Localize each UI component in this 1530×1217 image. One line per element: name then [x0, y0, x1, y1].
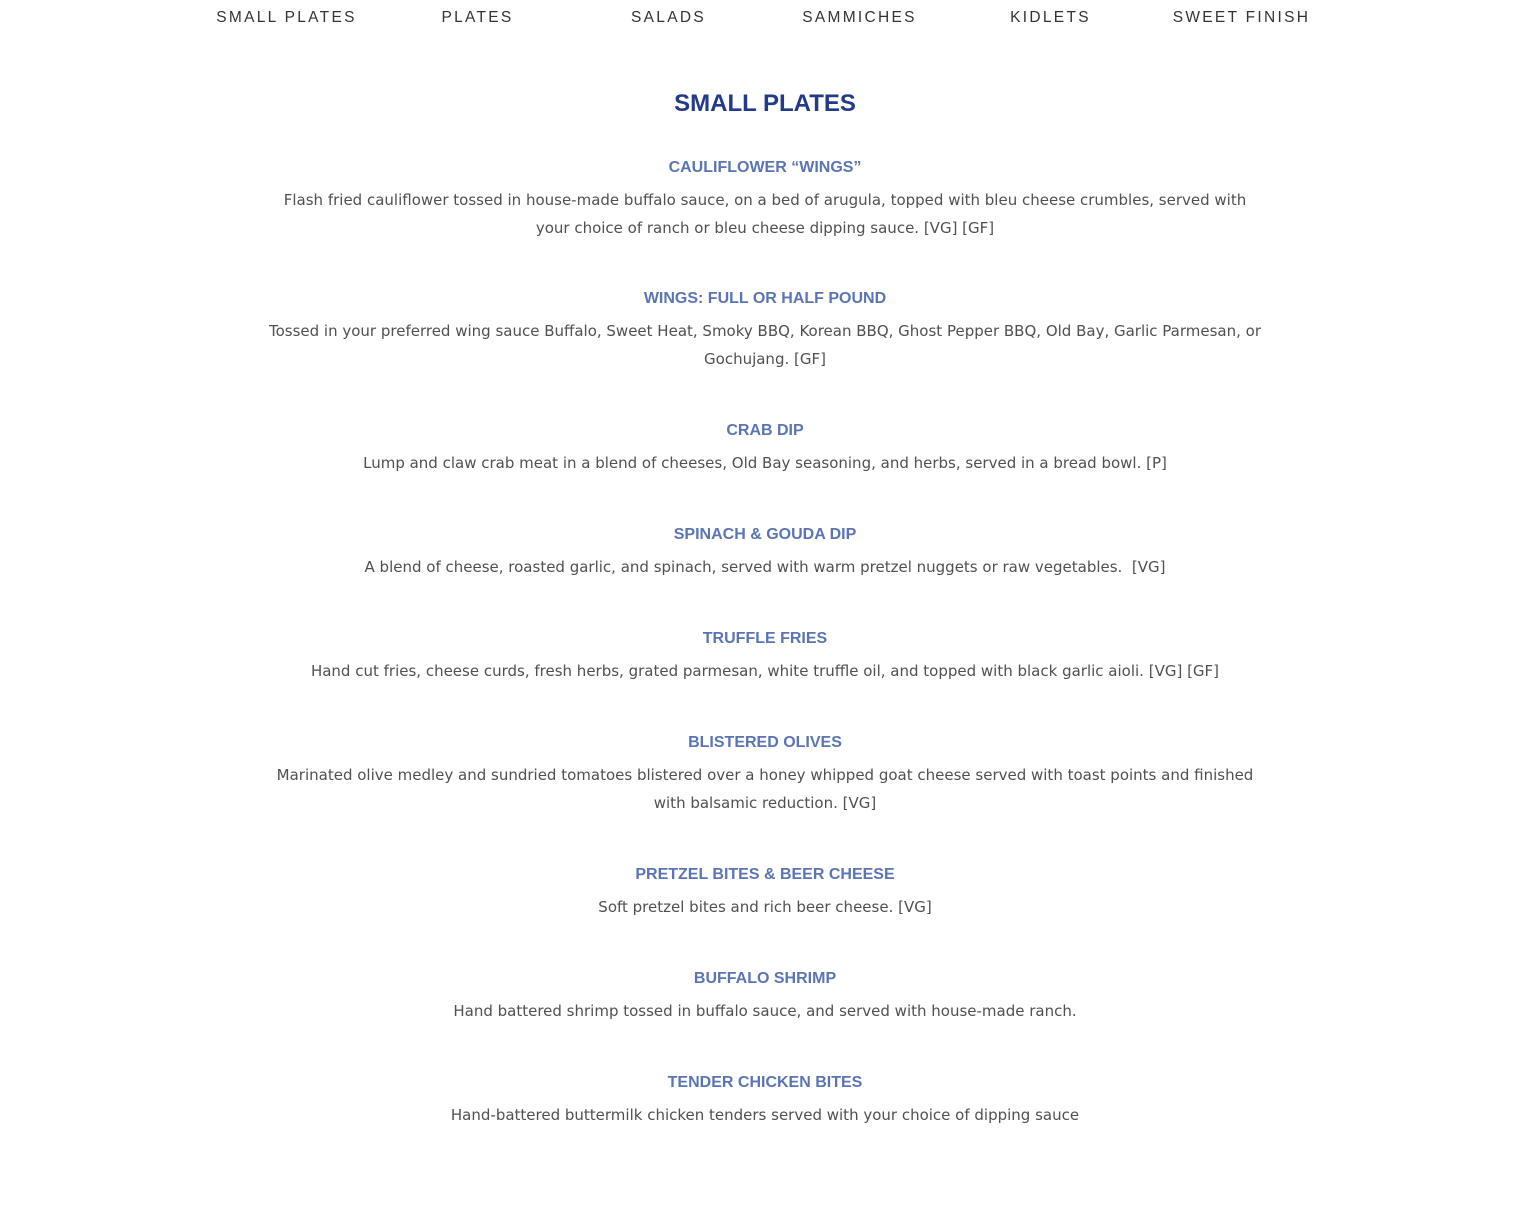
menu-item-description: Tossed in your preferred wing sauce Buffalo, Sweet Heat, Smoky BBQ, Korean BBQ, Ghost Pepper BBQ, Old Bay, Garlic Parmesan, or Gochujang. [GF] — [268, 322, 1262, 368]
menu-item-description: A blend of cheese, roasted garlic, and spinach, served with warm pretzel nuggets or raw vegetables. [VG] — [364, 558, 1166, 576]
menu-item-name: BUFFALO SHRIMP — [693, 970, 837, 987]
menu-item — [255, 421, 1275, 478]
menu-item-name: WINGS: FULL OR HALF POUND — [643, 290, 887, 307]
menu-item-description: Soft pretzel bites and rich beer cheese. [VG] — [598, 898, 932, 916]
menu-item-description: Hand cut fries, cheese curds, fresh herbs, grated parmesan, white truffle oil, and topped with black garlic aioli. [VG] [GF] — [310, 662, 1220, 680]
menu-item-name: CRAB DIP — [726, 422, 804, 439]
menu-item — [255, 733, 1275, 817]
menu-item-description: Flash fried cauliflower tossed in house-made buffalo sauce, on a bed of arugula, topped with bleu cheese crumbles, served with your choice of ranch or bleu cheese dipping sauce. [VG] [GF] — [283, 191, 1247, 237]
menu-item-name: TENDER CHICKEN BITES — [667, 1074, 863, 1091]
menu-item-name: TRUFFLE FRIES — [702, 630, 828, 647]
menu-item — [255, 158, 1275, 242]
menu-item-description: Lump and claw crab meat in a blend of cheeses, Old Bay seasoning, and herbs, served in a bread bowl. [P] — [363, 454, 1167, 472]
menu-item-description: Marinated olive medley and sundried tomatoes blistered over a honey whipped goat cheese served with toast points and finished with balsamic reduction. [VG] — [276, 766, 1254, 812]
category-nav — [0, 0, 1530, 40]
menu-item — [255, 525, 1275, 582]
menu-item — [255, 1073, 1275, 1130]
menu-item-name: BLISTERED OLIVES — [688, 734, 842, 751]
menu-item-description: Hand-battered buttermilk chicken tenders served with your choice of dipping sauce — [450, 1106, 1080, 1124]
nav-item-sweet-finish[interactable]: SWEET FINISH — [1172, 9, 1311, 26]
nav-item-small-plates[interactable]: SMALL PLATES — [216, 9, 357, 26]
menu-item-name: SPINACH & GOUDA DIP — [673, 526, 857, 543]
menu-item — [255, 865, 1275, 922]
menu-item-name: CAULIFLOWER “WINGS” — [668, 159, 862, 176]
menu-item — [255, 969, 1275, 1026]
nav-item-kidlets[interactable]: KIDLETS — [1010, 9, 1091, 26]
menu-item — [255, 289, 1275, 373]
section-title: SMALL PLATES — [674, 90, 856, 117]
nav-item-sammiches[interactable]: SAMMICHES — [802, 9, 917, 26]
menu-item-description: Hand battered shrimp tossed in buffalo sauce, and served with house-made ranch. — [453, 1002, 1077, 1020]
nav-item-plates[interactable]: PLATES — [441, 9, 514, 26]
nav-item-salads[interactable]: SALADS — [631, 9, 706, 26]
menu-item-name: PRETZEL BITES & BEER CHEESE — [635, 866, 895, 883]
menu-item — [255, 629, 1275, 686]
